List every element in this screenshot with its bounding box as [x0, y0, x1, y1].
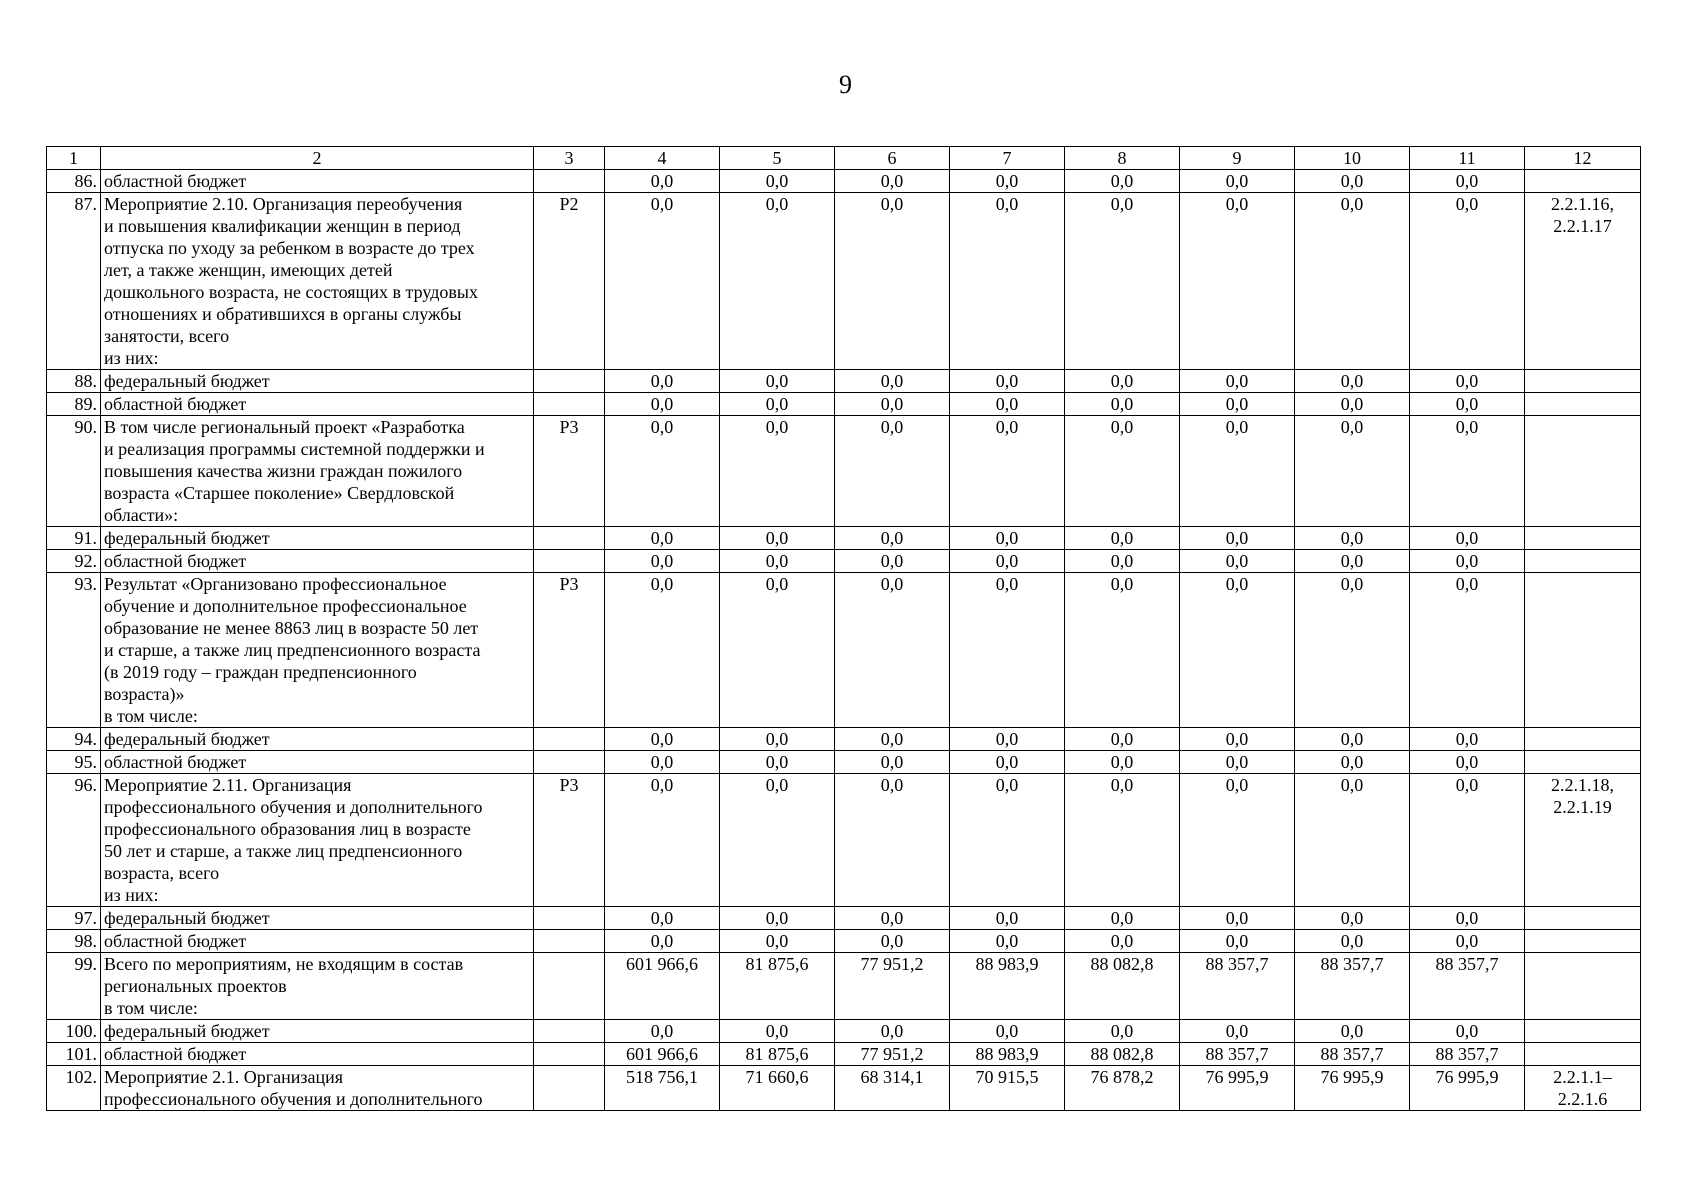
row-name-line: возраста)»	[104, 684, 185, 704]
row-value: 0,0	[605, 393, 720, 416]
table-row	[47, 550, 1641, 573]
table-row	[47, 751, 1641, 774]
row-name-line: занятости, всего	[104, 326, 230, 346]
row-value: 0,0	[720, 416, 835, 527]
row-name-line: отношениях и обратившихся в органы службы	[104, 304, 462, 324]
row-code	[534, 1066, 605, 1111]
row-value: 0,0	[605, 930, 720, 953]
row-name-line: областной бюджет	[104, 1044, 247, 1064]
table-row	[47, 573, 1641, 728]
row-value: 601 966,6	[605, 953, 720, 1020]
row-value: 88 082,8	[1065, 1043, 1180, 1066]
row-number: 90.	[47, 416, 101, 527]
row-value: 0,0	[720, 193, 835, 370]
row-value: 0,0	[1180, 774, 1295, 907]
column-header: 2	[101, 147, 534, 170]
row-name-line: и старше, а также лиц предпенсионного возраста	[104, 640, 481, 660]
row-value: 0,0	[1410, 907, 1525, 930]
row-code	[534, 1020, 605, 1043]
row-name	[101, 193, 534, 370]
row-value: 0,0	[720, 728, 835, 751]
table-row	[47, 1066, 1641, 1111]
table-row	[47, 170, 1641, 193]
row-value: 0,0	[1065, 550, 1180, 573]
row-value: 0,0	[1410, 370, 1525, 393]
table-row	[47, 1020, 1641, 1043]
row-name	[101, 170, 534, 193]
row-name-line: профессионального образования лиц в возрасте	[104, 819, 471, 839]
row-value: 0,0	[1295, 751, 1410, 774]
row-number: 92.	[47, 550, 101, 573]
row-target-line: 2.2.1.1–	[1553, 1067, 1612, 1087]
row-code	[534, 370, 605, 393]
row-value: 0,0	[950, 550, 1065, 573]
row-value: 0,0	[1180, 416, 1295, 527]
row-value: 88 983,9	[950, 1043, 1065, 1066]
row-code	[534, 527, 605, 550]
row-value: 0,0	[835, 170, 950, 193]
row-value: 0,0	[1065, 193, 1180, 370]
row-target	[1525, 370, 1641, 393]
row-value: 0,0	[835, 774, 950, 907]
row-value: 0,0	[1180, 193, 1295, 370]
row-value: 0,0	[1065, 370, 1180, 393]
row-target	[1525, 573, 1641, 728]
column-header: 10	[1295, 147, 1410, 170]
row-code	[534, 170, 605, 193]
row-code	[534, 751, 605, 774]
row-value: 0,0	[835, 930, 950, 953]
row-number: 91.	[47, 527, 101, 550]
row-name-line: и реализация программы системной поддержки и	[104, 439, 485, 459]
row-name	[101, 573, 534, 728]
column-header: 1	[47, 147, 101, 170]
row-value: 0,0	[605, 370, 720, 393]
row-value: 0,0	[950, 193, 1065, 370]
row-value: 0,0	[1410, 573, 1525, 728]
row-value: 0,0	[1065, 573, 1180, 728]
row-target	[1525, 550, 1641, 573]
row-value: 0,0	[1295, 170, 1410, 193]
row-value: 0,0	[1295, 527, 1410, 550]
row-value: 0,0	[605, 774, 720, 907]
row-value: 68 314,1	[835, 1066, 950, 1111]
row-value: 0,0	[1410, 527, 1525, 550]
row-value: 0,0	[950, 930, 1065, 953]
column-header: 5	[720, 147, 835, 170]
row-value: 88 357,7	[1180, 953, 1295, 1020]
row-value: 0,0	[720, 930, 835, 953]
row-value: 0,0	[605, 907, 720, 930]
row-value: 0,0	[1065, 751, 1180, 774]
row-name-line: и повышения квалификации женщин в период	[104, 216, 461, 236]
row-name	[101, 370, 534, 393]
row-value: 76 995,9	[1410, 1066, 1525, 1111]
row-value: 0,0	[1065, 1020, 1180, 1043]
row-value: 0,0	[1410, 550, 1525, 573]
column-header: 9	[1180, 147, 1295, 170]
row-value: 0,0	[1295, 416, 1410, 527]
row-name-line: в том числе:	[104, 998, 198, 1018]
row-target	[1525, 1066, 1641, 1111]
row-value: 0,0	[1295, 907, 1410, 930]
row-number: 101.	[47, 1043, 101, 1066]
row-name	[101, 1066, 534, 1111]
row-value: 0,0	[720, 550, 835, 573]
row-value: 0,0	[1180, 393, 1295, 416]
row-value: 0,0	[1410, 728, 1525, 751]
row-name-line: областной бюджет	[104, 394, 247, 414]
row-value: 0,0	[720, 751, 835, 774]
row-value: 0,0	[1180, 1020, 1295, 1043]
row-value: 0,0	[720, 774, 835, 907]
row-name-line: В том числе региональный проект «Разработка	[104, 417, 465, 437]
row-target	[1525, 774, 1641, 907]
row-value: 0,0	[720, 527, 835, 550]
row-name-line: областной бюджет	[104, 752, 247, 772]
row-value: 0,0	[1410, 930, 1525, 953]
row-target-line: 2.2.1.18,	[1551, 775, 1614, 795]
row-number: 97.	[47, 907, 101, 930]
row-value: 0,0	[720, 393, 835, 416]
table-body	[47, 170, 1641, 1111]
row-name	[101, 728, 534, 751]
row-name	[101, 393, 534, 416]
row-value: 0,0	[1180, 728, 1295, 751]
row-target	[1525, 416, 1641, 527]
row-value: 0,0	[605, 416, 720, 527]
row-name-line: федеральный бюджет	[104, 528, 270, 548]
row-name-line: обучение и дополнительное профессиональное	[104, 596, 467, 616]
row-target	[1525, 193, 1641, 370]
table-row	[47, 930, 1641, 953]
column-header: 11	[1410, 147, 1525, 170]
row-number: 96.	[47, 774, 101, 907]
row-value: 0,0	[835, 573, 950, 728]
row-name	[101, 774, 534, 907]
table-row	[47, 1043, 1641, 1066]
row-code: Р3	[534, 774, 605, 907]
row-value: 0,0	[1180, 170, 1295, 193]
row-value: 0,0	[605, 751, 720, 774]
row-value: 0,0	[1180, 751, 1295, 774]
row-target	[1525, 953, 1641, 1020]
row-number: 98.	[47, 930, 101, 953]
row-value: 0,0	[605, 527, 720, 550]
row-number: 88.	[47, 370, 101, 393]
row-name	[101, 751, 534, 774]
row-value: 81 875,6	[720, 953, 835, 1020]
row-code: Р2	[534, 193, 605, 370]
row-name	[101, 1020, 534, 1043]
row-name-line: профессионального обучения и дополнительного	[104, 797, 483, 817]
row-target	[1525, 728, 1641, 751]
row-value: 70 915,5	[950, 1066, 1065, 1111]
row-value: 0,0	[835, 393, 950, 416]
row-value: 88 357,7	[1410, 953, 1525, 1020]
row-value: 0,0	[605, 1020, 720, 1043]
table-row	[47, 953, 1641, 1020]
row-target	[1525, 907, 1641, 930]
table-row	[47, 527, 1641, 550]
row-value: 0,0	[835, 1020, 950, 1043]
row-name-line: из них:	[104, 348, 159, 368]
row-value: 88 357,7	[1180, 1043, 1295, 1066]
row-value: 0,0	[1410, 170, 1525, 193]
row-value: 0,0	[605, 170, 720, 193]
row-value: 0,0	[1065, 416, 1180, 527]
row-code	[534, 907, 605, 930]
row-target	[1525, 1020, 1641, 1043]
row-name-line: из них:	[104, 885, 159, 905]
row-name-line: федеральный бюджет	[104, 729, 270, 749]
row-name	[101, 907, 534, 930]
row-number: 95.	[47, 751, 101, 774]
row-value: 0,0	[1295, 930, 1410, 953]
row-value: 0,0	[1295, 728, 1410, 751]
row-value: 0,0	[1180, 573, 1295, 728]
table-row	[47, 774, 1641, 907]
row-name-line: (в 2019 году – граждан предпенсионного	[104, 662, 417, 682]
table-row	[47, 370, 1641, 393]
row-code	[534, 393, 605, 416]
row-name-line: отпуска по уходу за ребенком в возрасте до трех	[104, 238, 475, 258]
row-value: 76 995,9	[1295, 1066, 1410, 1111]
row-value: 0,0	[1180, 550, 1295, 573]
row-value: 0,0	[835, 527, 950, 550]
table-row	[47, 416, 1641, 527]
row-code	[534, 728, 605, 751]
column-header: 8	[1065, 147, 1180, 170]
row-value: 0,0	[605, 193, 720, 370]
row-value: 0,0	[605, 728, 720, 751]
row-name-line: областной бюджет	[104, 171, 247, 191]
row-code	[534, 953, 605, 1020]
row-value: 0,0	[1410, 193, 1525, 370]
row-code	[534, 550, 605, 573]
row-value: 0,0	[1065, 170, 1180, 193]
row-value: 0,0	[1180, 527, 1295, 550]
row-value: 0,0	[720, 1020, 835, 1043]
header-row	[47, 147, 1641, 170]
row-value: 0,0	[950, 907, 1065, 930]
row-value: 0,0	[1065, 393, 1180, 416]
row-target-line: 2.2.1.19	[1553, 797, 1612, 817]
row-name-line: Мероприятие 2.10. Организация переобучения	[104, 194, 463, 214]
row-value: 0,0	[1410, 416, 1525, 527]
row-value: 88 357,7	[1295, 1043, 1410, 1066]
row-value: 518 756,1	[605, 1066, 720, 1111]
row-value: 0,0	[1295, 774, 1410, 907]
row-name-line: Мероприятие 2.11. Организация	[104, 775, 352, 795]
budget-table	[46, 146, 1641, 1111]
column-header: 3	[534, 147, 605, 170]
row-value: 0,0	[950, 728, 1065, 751]
row-value: 76 995,9	[1180, 1066, 1295, 1111]
row-value: 76 878,2	[1065, 1066, 1180, 1111]
row-name-line: федеральный бюджет	[104, 908, 270, 928]
row-target-line: 2.2.1.6	[1557, 1089, 1608, 1109]
row-value: 88 357,7	[1410, 1043, 1525, 1066]
row-value: 0,0	[950, 527, 1065, 550]
row-name-line: области»:	[104, 505, 179, 525]
row-name-line: дошкольного возраста, не состоящих в трудовых	[104, 282, 478, 302]
row-value: 0,0	[1065, 774, 1180, 907]
row-number: 93.	[47, 573, 101, 728]
row-name-line: повышения качества жизни граждан пожилого	[104, 461, 463, 481]
row-value: 0,0	[1295, 550, 1410, 573]
row-value: 0,0	[1410, 751, 1525, 774]
row-name-line: федеральный бюджет	[104, 371, 270, 391]
row-value: 0,0	[950, 393, 1065, 416]
row-number: 86.	[47, 170, 101, 193]
row-value: 0,0	[1295, 393, 1410, 416]
row-value: 0,0	[605, 573, 720, 728]
row-value: 0,0	[1295, 370, 1410, 393]
row-name-line: областной бюджет	[104, 551, 247, 571]
column-header: 6	[835, 147, 950, 170]
row-value: 71 660,6	[720, 1066, 835, 1111]
row-value: 0,0	[720, 170, 835, 193]
row-value: 0,0	[950, 370, 1065, 393]
row-value: 0,0	[1180, 907, 1295, 930]
row-name	[101, 527, 534, 550]
row-target	[1525, 393, 1641, 416]
row-value: 0,0	[950, 416, 1065, 527]
row-number: 99.	[47, 953, 101, 1020]
row-name-line: профессионального обучения и дополнительного	[104, 1089, 483, 1109]
row-target	[1525, 170, 1641, 193]
table-row	[47, 907, 1641, 930]
row-value: 0,0	[605, 550, 720, 573]
row-code: Р3	[534, 416, 605, 527]
row-name-line: федеральный бюджет	[104, 1021, 270, 1041]
row-value: 88 082,8	[1065, 953, 1180, 1020]
row-name-line: областной бюджет	[104, 931, 247, 951]
row-value: 0,0	[835, 370, 950, 393]
row-value: 0,0	[1065, 930, 1180, 953]
column-header: 12	[1525, 147, 1641, 170]
row-name	[101, 930, 534, 953]
row-number: 94.	[47, 728, 101, 751]
row-value: 0,0	[1065, 907, 1180, 930]
row-value: 0,0	[950, 573, 1065, 728]
row-name	[101, 550, 534, 573]
row-name-line: Мероприятие 2.1. Организация	[104, 1067, 344, 1087]
row-name-line: Результат «Организовано профессиональное	[104, 574, 447, 594]
row-value: 0,0	[835, 907, 950, 930]
row-value: 88 357,7	[1295, 953, 1410, 1020]
row-number: 87.	[47, 193, 101, 370]
row-name-line: возраста, всего	[104, 863, 220, 883]
row-value: 0,0	[720, 907, 835, 930]
table-row	[47, 728, 1641, 751]
row-name-line: 50 лет и старше, а также лиц предпенсионного	[104, 841, 463, 861]
row-target	[1525, 527, 1641, 550]
row-name-line: образование не менее 8863 лиц в возрасте 50 лет	[104, 618, 479, 638]
row-value: 0,0	[950, 774, 1065, 907]
row-value: 0,0	[1295, 573, 1410, 728]
row-number: 89.	[47, 393, 101, 416]
row-value: 0,0	[835, 193, 950, 370]
row-target	[1525, 751, 1641, 774]
row-value: 77 951,2	[835, 1043, 950, 1066]
row-code: Р3	[534, 573, 605, 728]
row-value: 0,0	[835, 416, 950, 527]
row-value: 0,0	[950, 1020, 1065, 1043]
row-target-line: 2.2.1.17	[1553, 216, 1612, 236]
row-value: 81 875,6	[720, 1043, 835, 1066]
page-number: 9	[839, 70, 852, 99]
row-code	[534, 1043, 605, 1066]
row-name-line: Всего по мероприятиям, не входящим в состав	[104, 954, 464, 974]
row-value: 0,0	[1295, 193, 1410, 370]
row-value: 0,0	[950, 751, 1065, 774]
row-target-line: 2.2.1.16,	[1551, 194, 1614, 214]
row-number: 102.	[47, 1066, 101, 1111]
row-value: 88 983,9	[950, 953, 1065, 1020]
row-name-line: возраста «Старшее поколение» Свердловской	[104, 483, 455, 503]
column-header: 4	[605, 147, 720, 170]
row-value: 0,0	[1180, 370, 1295, 393]
row-value: 0,0	[1410, 393, 1525, 416]
row-name-line: региональных проектов	[104, 976, 287, 996]
row-value: 0,0	[835, 728, 950, 751]
column-header: 7	[950, 147, 1065, 170]
row-value: 0,0	[1065, 728, 1180, 751]
row-value: 0,0	[1180, 930, 1295, 953]
row-number: 100.	[47, 1020, 101, 1043]
row-target	[1525, 930, 1641, 953]
row-code	[534, 930, 605, 953]
row-value: 0,0	[835, 550, 950, 573]
row-value: 0,0	[1410, 774, 1525, 907]
table-row	[47, 393, 1641, 416]
row-value: 0,0	[720, 370, 835, 393]
row-target	[1525, 1043, 1641, 1066]
row-value: 0,0	[950, 170, 1065, 193]
row-value: 0,0	[835, 751, 950, 774]
row-name-line: лет, а также женщин, имеющих детей	[104, 260, 393, 280]
row-value: 0,0	[1295, 1020, 1410, 1043]
row-value: 0,0	[720, 573, 835, 728]
row-name	[101, 416, 534, 527]
row-value: 0,0	[1065, 527, 1180, 550]
row-name	[101, 953, 534, 1020]
row-name	[101, 1043, 534, 1066]
row-value: 0,0	[1410, 1020, 1525, 1043]
row-value: 601 966,6	[605, 1043, 720, 1066]
row-value: 77 951,2	[835, 953, 950, 1020]
row-name-line: в том числе:	[104, 706, 198, 726]
table-row	[47, 193, 1641, 370]
